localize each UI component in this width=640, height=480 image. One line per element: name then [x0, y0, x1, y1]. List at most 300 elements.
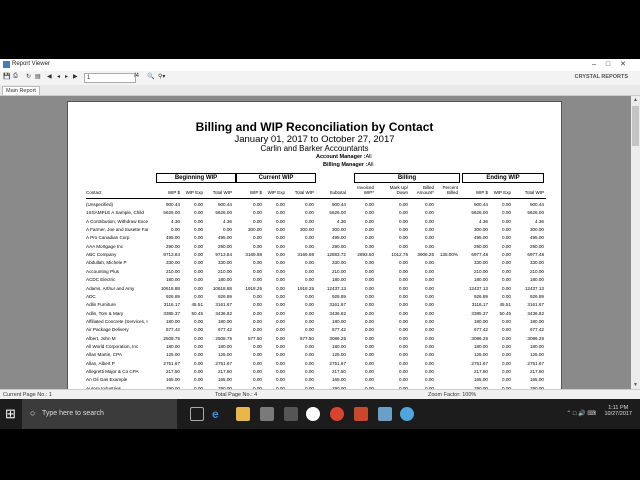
- cell-begin-wip: 330.00: [165, 260, 180, 266]
- cell-ending-exp: 0.00: [502, 252, 511, 258]
- cell-billed: 0.00: [425, 268, 434, 274]
- cell-current-total: 577.50: [299, 335, 314, 341]
- cell-begin-total: 217.50: [217, 369, 232, 374]
- cell-current-total: 0.00: [305, 310, 314, 316]
- col-current-wip: WIP $: [249, 190, 262, 195]
- cell-ending-total: 125.00: [529, 352, 544, 358]
- cell-markup: 0.00: [399, 260, 408, 266]
- cell-current-total: 0.00: [305, 202, 314, 207]
- cell-ending-exp: 45.51: [499, 302, 511, 308]
- cell-current-wip: 0.00: [253, 360, 262, 366]
- cell-current-wip: 577.50: [247, 335, 262, 341]
- cell-current-exp: 0.00: [276, 227, 285, 233]
- cell-ending-exp: 0.00: [502, 360, 511, 366]
- cell-ending-wip: 217.50: [473, 369, 488, 374]
- cell-ending-exp: 0.00: [502, 385, 511, 389]
- cell-begin-total: 180.00: [217, 318, 232, 324]
- system-tray-icons[interactable]: ⌃ □ 🔊 ⌨: [566, 411, 596, 417]
- cell-ending-total: 3086.25: [527, 335, 544, 341]
- cell-markup: 0.00: [399, 385, 408, 389]
- cell-current-total: 0.00: [305, 243, 314, 249]
- table-row: [68, 376, 561, 384]
- cell-invoiced: 0.00: [365, 385, 374, 389]
- print-icon[interactable]: ⎙: [13, 73, 18, 79]
- cell-invoiced: 0.00: [365, 243, 374, 249]
- cell-begin-total: 330.00: [217, 260, 232, 266]
- cell-subtotal: 300.00: [331, 227, 346, 233]
- cell-begin-total: 180.00: [217, 343, 232, 349]
- cell-ending-wip: 125.00: [473, 352, 488, 358]
- cell-begin-total: 495.00: [217, 235, 232, 241]
- col-invoiced: [352, 185, 374, 195]
- cell-subtotal: 217.50: [331, 369, 346, 374]
- cell-ending-exp: 0.00: [502, 327, 511, 333]
- cell-begin-total: 180.00: [217, 277, 232, 283]
- cell-billed: 0.00: [425, 260, 434, 266]
- cell-contact: Air Package Delivery: [86, 327, 129, 333]
- cell-begin-exp: 0.00: [194, 377, 203, 383]
- task-view-icon[interactable]: [190, 407, 204, 421]
- cell-begin-exp: 0.00: [194, 268, 203, 274]
- group-billing: Billing: [354, 173, 460, 183]
- cell-current-total: 1918.25: [297, 285, 314, 291]
- cell-billed: 0.00: [425, 202, 434, 207]
- group-ending-wip: Ending WIP: [462, 173, 544, 183]
- tab-main-report[interactable]: Main Report: [2, 86, 40, 95]
- cell-begin-exp: 0.00: [194, 218, 203, 224]
- cell-subtotal: 290.00: [331, 243, 346, 249]
- cell-current-exp: 0.00: [276, 293, 285, 299]
- cell-begin-exp: 0.00: [194, 385, 203, 389]
- cell-billed: 0.00: [425, 277, 434, 283]
- cell-begin-wip: 180.00: [165, 277, 180, 283]
- cell-contact: Accounting Plus: [86, 268, 119, 274]
- brand-logo: CRYSTAL REPORTS: [574, 74, 628, 80]
- vertical-scrollbar[interactable]: [631, 96, 640, 389]
- cell-current-wip: 300.00: [247, 227, 262, 233]
- cell-contact: (Unspecified): [86, 202, 114, 207]
- cell-current-wip: 0.00: [253, 352, 262, 358]
- cell-ending-total: 12437.13: [524, 285, 544, 291]
- cell-begin-exp: 0.00: [194, 369, 203, 374]
- cell-current-exp: 0.00: [276, 268, 285, 274]
- cell-markup: 0.00: [399, 352, 408, 358]
- account-manager-value: All: [365, 154, 372, 160]
- cell-contact: Abdullah, Michele P: [86, 260, 127, 266]
- clock[interactable]: [604, 405, 632, 417]
- cell-begin-wip: 180.00: [165, 318, 180, 324]
- cell-contact: Allegretti Major & Co CPA: [86, 369, 139, 374]
- cell-ending-wip: 290.00: [473, 385, 488, 389]
- cell-begin-total: 165.00: [217, 377, 232, 383]
- cell-current-exp: 0.00: [276, 318, 285, 324]
- cell-current-exp: 0.00: [276, 377, 285, 383]
- edge-icon[interactable]: e: [212, 407, 219, 421]
- cell-ending-wip: 290.00: [473, 243, 488, 249]
- app-icon-generic[interactable]: [284, 407, 298, 421]
- table-row: [68, 251, 561, 259]
- cell-ending-wip: 900.44: [473, 202, 488, 207]
- table-row: [68, 301, 561, 309]
- cell-current-exp: 0.00: [276, 327, 285, 333]
- cell-current-wip: 0.00: [253, 369, 262, 374]
- col-ending-total: Total WIP: [524, 190, 544, 195]
- cell-ending-wip: 2751.67: [471, 360, 488, 366]
- total-page-status: Total Page No.: 4: [215, 392, 258, 398]
- cell-markup: 0.00: [399, 277, 408, 283]
- table-row: [68, 285, 561, 293]
- group-underline: [462, 182, 544, 183]
- cell-markup: 0.00: [399, 227, 408, 233]
- cell-invoiced: 0.00: [365, 352, 374, 358]
- search-placeholder: Type here to search: [42, 410, 104, 417]
- cell-ending-total: 180.00: [529, 277, 544, 283]
- cell-begin-total: 4.36: [223, 218, 232, 224]
- cell-subtotal: 180.00: [331, 277, 346, 283]
- scroll-up-icon[interactable]: ▲: [633, 97, 638, 103]
- export-icon[interactable]: 💾: [3, 74, 11, 80]
- cell-begin-total: 2508.75: [215, 335, 232, 341]
- cell-ending-exp: 0.00: [502, 352, 511, 358]
- table-row: [68, 234, 561, 242]
- cell-subtotal: 210.00: [331, 268, 346, 274]
- cell-begin-total: 3161.67: [215, 302, 232, 308]
- cell-invoiced: 0.00: [365, 293, 374, 299]
- toggle-tree-icon[interactable]: ▤: [35, 74, 41, 80]
- zoom-icon[interactable]: ⚲▾: [158, 74, 166, 80]
- cell-begin-total: 677.42: [217, 327, 232, 333]
- cell-begin-exp: 0.00: [194, 252, 203, 258]
- report-date-range: January 01, 2017 to October 27, 2017: [234, 134, 395, 145]
- windows-start-icon[interactable]: ⊞: [5, 406, 16, 421]
- col-markup-line1: Mark Up/: [389, 185, 408, 190]
- cell-markup: 0.00: [399, 318, 408, 324]
- cell-contact: Adlin Furniture: [86, 302, 116, 308]
- cell-current-wip: 0.00: [253, 268, 262, 274]
- cell-markup: 1012.75: [391, 252, 408, 258]
- cell-contact: AAA Mortgage Inc: [86, 243, 124, 249]
- cell-current-exp: 0.00: [276, 360, 285, 366]
- cell-ending-total: 165.00: [529, 377, 544, 383]
- report-page: [67, 101, 562, 389]
- cell-begin-exp: 0.00: [194, 318, 203, 324]
- cell-contact: ACDC Electric: [86, 277, 116, 283]
- table-row: [68, 351, 561, 359]
- cell-ending-total: 300.00: [529, 227, 544, 233]
- cell-subtotal: 290.00: [331, 385, 346, 389]
- cell-begin-wip: 3116.17: [163, 302, 180, 308]
- cell-invoiced: 0.00: [365, 310, 374, 316]
- report-title: Billing and WIP Reconciliation by Contact: [195, 120, 434, 134]
- cell-ending-exp: 0.00: [502, 227, 511, 233]
- cell-markup: 0.00: [399, 360, 408, 366]
- cell-current-exp: 0.00: [276, 235, 285, 241]
- cell-subtotal: 5626.00: [329, 210, 346, 216]
- cell-current-total: 0.00: [305, 293, 314, 299]
- col-current-exp: WIP Exp: [267, 190, 285, 195]
- cell-contact: Allan Martin, CPA: [86, 352, 122, 358]
- cell-contact: Aurora Industries: [86, 385, 121, 389]
- cell-current-wip: 0.00: [253, 385, 262, 389]
- cell-current-total: 0.00: [305, 210, 314, 216]
- cell-markup: 0.00: [399, 218, 408, 224]
- cell-current-total: 0.00: [305, 260, 314, 266]
- cell-current-wip: 1918.25: [245, 285, 262, 291]
- cell-subtotal: 2751.67: [329, 360, 346, 366]
- cell-billed: 0.00: [425, 335, 434, 341]
- cell-markup: 0.00: [399, 369, 408, 374]
- cell-current-total: 0.00: [305, 268, 314, 274]
- cell-current-wip: 0.00: [253, 260, 262, 266]
- header-separator: [86, 198, 546, 199]
- col-markup-line2: Down: [396, 190, 408, 195]
- cell-current-exp: 0.00: [276, 218, 285, 224]
- cell-subtotal: 4.36: [337, 218, 346, 224]
- page-number-input[interactable]: 1: [84, 73, 136, 83]
- cell-begin-total: 900.44: [217, 202, 232, 207]
- cell-current-exp: 0.00: [276, 385, 285, 389]
- cell-markup: 0.00: [399, 235, 408, 241]
- search-icon: ○: [30, 408, 36, 418]
- cell-current-total: 300.00: [299, 227, 314, 233]
- cell-current-exp: 0.00: [276, 252, 285, 258]
- col-ending-wip: WIP $: [475, 190, 488, 195]
- cell-invoiced: 0.00: [365, 227, 374, 233]
- cell-current-exp: 0.00: [276, 210, 285, 216]
- col-current-total: Total WIP: [294, 190, 314, 195]
- cell-contact: Albert, John M: [86, 335, 116, 341]
- cell-current-wip: 0.00: [253, 377, 262, 383]
- cell-current-total: 0.00: [305, 377, 314, 383]
- cell-ending-exp: 0.00: [502, 377, 511, 383]
- cell-ending-wip: 926.89: [473, 293, 488, 299]
- cell-markup: 0.00: [399, 293, 408, 299]
- app-icon-circle[interactable]: [306, 407, 320, 421]
- cell-markup: 0.00: [399, 243, 408, 249]
- cell-ending-total: 180.00: [529, 318, 544, 324]
- cell-begin-total: 290.00: [217, 385, 232, 389]
- cell-ending-wip: 3116.17: [471, 302, 488, 308]
- billing-manager-param: [323, 162, 373, 168]
- table-row: [68, 243, 561, 251]
- cell-markup: 0.00: [399, 302, 408, 308]
- cell-current-wip: 0.00: [253, 243, 262, 249]
- next-page-icon[interactable]: ▸: [65, 74, 69, 80]
- cell-current-exp: 0.00: [276, 243, 285, 249]
- cell-begin-exp: 0.00: [194, 343, 203, 349]
- cell-current-wip: 0.00: [253, 302, 262, 308]
- cell-invoiced: 0.00: [365, 302, 374, 308]
- col-billed-line1: Billed: [422, 185, 434, 190]
- cell-current-total: 0.00: [305, 277, 314, 283]
- cell-current-total: 0.00: [305, 327, 314, 333]
- cell-current-exp: 0.00: [276, 335, 285, 341]
- cell-begin-wip: 3385.37: [163, 310, 180, 316]
- cell-ending-wip: 300.00: [473, 227, 488, 233]
- cell-current-total: 0.00: [305, 385, 314, 389]
- cell-begin-wip: 290.00: [165, 385, 180, 389]
- app-icon-blue[interactable]: [400, 407, 414, 421]
- cell-billed: 0.00: [425, 369, 434, 374]
- group-underline: [354, 182, 460, 183]
- col-markup: [380, 185, 408, 195]
- cell-current-exp: 0.00: [276, 310, 285, 316]
- cell-current-total: 0.00: [305, 235, 314, 241]
- chrome-icon[interactable]: [330, 407, 344, 421]
- billing-manager-value: All: [367, 162, 374, 168]
- cell-ending-total: 2751.67: [527, 360, 544, 366]
- cell-contact: An Oil Gas Example: [86, 377, 128, 383]
- cell-ending-exp: 0.00: [502, 218, 511, 224]
- cell-percent: 135.00%: [439, 252, 458, 258]
- store-icon[interactable]: [260, 407, 274, 421]
- cell-subtotal: 180.00: [331, 318, 346, 324]
- report-canvas[interactable]: [0, 96, 640, 389]
- cell-current-total: 0.00: [305, 360, 314, 366]
- cell-begin-total: 2751.67: [215, 360, 232, 366]
- window-controls[interactable]: –□✕: [592, 61, 636, 68]
- cell-contact: Allan, Albert P: [86, 360, 115, 366]
- cell-markup: 0.00: [399, 268, 408, 274]
- cell-billed: 0.00: [425, 318, 434, 324]
- cell-begin-exp: 0.00: [194, 327, 203, 333]
- cell-billed: 0.00: [425, 243, 434, 249]
- col-begin-total: Total WIP: [212, 190, 232, 195]
- cell-ending-exp: 0.00: [502, 285, 511, 291]
- cell-begin-wip: 290.00: [165, 243, 180, 249]
- cell-invoiced: 0.00: [365, 277, 374, 283]
- cell-ending-exp: 0.00: [502, 343, 511, 349]
- cell-current-wip: 0.00: [253, 343, 262, 349]
- group-underline: [236, 182, 316, 183]
- cell-invoiced: 0.00: [365, 318, 374, 324]
- file-explorer-icon[interactable]: [236, 407, 250, 421]
- cell-ending-total: 6977.48: [527, 252, 544, 258]
- cell-billed: 0.00: [425, 385, 434, 389]
- toolbar: [0, 71, 640, 86]
- cell-subtotal: 3436.82: [329, 310, 346, 316]
- cell-begin-exp: 50.45: [191, 310, 203, 316]
- cell-invoiced: 0.00: [365, 369, 374, 374]
- cell-begin-exp: 45.51: [191, 302, 203, 308]
- col-begin-exp: WIP Exp: [185, 190, 203, 195]
- account-manager-label: Account Manager :: [316, 154, 366, 160]
- taskbar-search[interactable]: [22, 399, 177, 429]
- cell-ending-wip: 330.00: [473, 260, 488, 266]
- cell-begin-wip: 210.00: [165, 268, 180, 274]
- cell-current-wip: 0.00: [253, 318, 262, 324]
- prev-page-icon[interactable]: ◂: [57, 74, 61, 80]
- cell-ending-exp: 0.00: [502, 369, 511, 374]
- cell-current-exp: 0.00: [276, 260, 285, 266]
- cell-begin-exp: 0.00: [194, 202, 203, 207]
- cell-subtotal: 125.00: [331, 352, 346, 358]
- cell-begin-total: 9713.84: [215, 252, 232, 258]
- cell-current-wip: 0.00: [253, 202, 262, 207]
- cell-billed: 0.00: [425, 293, 434, 299]
- cell-current-wip: 3169.88: [245, 252, 262, 258]
- cell-subtotal: 12437.13: [326, 285, 346, 291]
- cell-invoiced: 0.00: [365, 218, 374, 224]
- cell-invoiced: 0.00: [365, 235, 374, 241]
- cell-ending-wip: 3086.25: [471, 335, 488, 341]
- current-page-status: Current Page No.: 1: [3, 392, 52, 398]
- cell-current-total: 3169.88: [297, 252, 314, 258]
- app-icon-gear[interactable]: [378, 407, 392, 421]
- cell-current-exp: 0.00: [276, 369, 285, 374]
- table-row: [68, 293, 561, 301]
- table-row: [68, 268, 561, 276]
- cell-ending-exp: 0.00: [502, 260, 511, 266]
- table-row: [68, 209, 561, 217]
- cell-contact: ABC Company: [86, 252, 117, 258]
- cell-ending-wip: 677.42: [473, 327, 488, 333]
- cell-markup: 0.00: [399, 310, 408, 316]
- cell-subtotal: 900.44: [331, 202, 346, 207]
- cell-ending-total: 3161.67: [527, 302, 544, 308]
- cell-begin-exp: 0.00: [194, 360, 203, 366]
- cell-current-exp: 0.00: [276, 343, 285, 349]
- cell-current-exp: 0.00: [276, 285, 285, 291]
- cell-current-wip: 0.00: [253, 235, 262, 241]
- refresh-icon[interactable]: ↻: [26, 74, 32, 80]
- cell-ending-exp: 0.00: [502, 335, 511, 341]
- cell-begin-exp: 0.00: [194, 277, 203, 283]
- table-row: [68, 326, 561, 334]
- account-manager-param: [316, 154, 372, 160]
- cell-ending-total: 3436.82: [527, 310, 544, 316]
- cell-ending-wip: 180.00: [473, 318, 488, 324]
- cell-ending-wip: 495.00: [473, 235, 488, 241]
- cell-current-exp: 0.00: [276, 302, 285, 308]
- cell-begin-exp: 0.00: [194, 335, 203, 341]
- cell-begin-exp: 0.00: [194, 227, 203, 233]
- cell-current-total: 0.00: [305, 302, 314, 308]
- col-contact: Contact: [86, 190, 102, 195]
- cell-current-wip: 0.00: [253, 218, 262, 224]
- cell-ending-wip: 6977.48: [471, 252, 488, 258]
- table-row: [68, 201, 561, 209]
- find-icon[interactable]: 🔍: [147, 74, 155, 80]
- table-row: [68, 360, 561, 368]
- scroll-down-icon[interactable]: ▼: [633, 382, 638, 388]
- cell-billed: 0.00: [425, 302, 434, 308]
- cell-ending-exp: 0.00: [502, 243, 511, 249]
- scroll-thumb[interactable]: [632, 106, 639, 146]
- last-page-icon[interactable]: ▶: [73, 74, 78, 80]
- cell-billed: 0.00: [425, 310, 434, 316]
- cell-contact: All World Corporation, Inc: [86, 343, 139, 349]
- cell-current-wip: 0.00: [253, 277, 262, 283]
- cell-begin-exp: 0.00: [194, 210, 203, 216]
- powerpoint-icon[interactable]: [354, 407, 368, 421]
- cell-billed: 0.00: [425, 235, 434, 241]
- cell-begin-wip: 0.00: [171, 227, 180, 233]
- first-page-icon[interactable]: ◀: [47, 74, 52, 80]
- table-row: [68, 310, 561, 318]
- cell-ending-exp: 0.00: [502, 202, 511, 207]
- cell-subtotal: 926.89: [331, 293, 346, 299]
- cell-invoiced: 0.00: [365, 343, 374, 349]
- cell-current-total: 0.00: [305, 369, 314, 374]
- cell-begin-wip: 180.00: [165, 343, 180, 349]
- cell-current-exp: 0.00: [276, 352, 285, 358]
- cell-contact: Adams, Arthur and Amy: [86, 285, 135, 291]
- cell-begin-wip: 677.42: [165, 327, 180, 333]
- col-percent-line1: Percent: [442, 185, 458, 190]
- cell-invoiced: 0.00: [365, 210, 374, 216]
- cell-invoiced: 0.00: [365, 268, 374, 274]
